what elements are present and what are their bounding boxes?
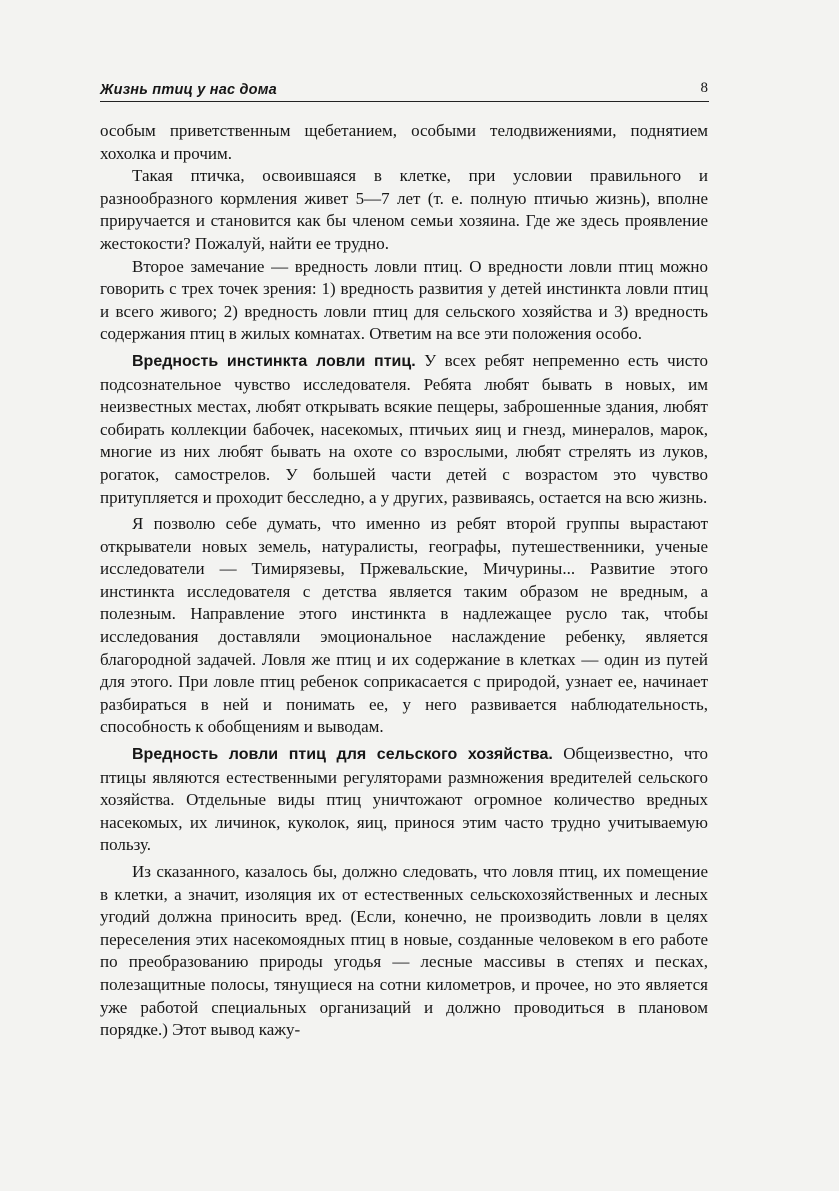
section-heading-instinct: Вредность инстинкта ловли птиц. (132, 352, 416, 370)
body-text (100, 120, 708, 1042)
running-head (100, 80, 712, 100)
paragraph-6 (100, 743, 708, 857)
paragraph-4-text: У всех ребят непременно есть чисто подсознательное чувство исследователя. Ребята любят бывать в новых, им неизвестных местах, любят открывать всякие пещеры, заброшенные здания, любят собирать коллекции бабочек, насекомых, птичьих яиц и гнезд, минералов, марок, многие из них любят бывать на охоте со взрослыми, любят стрелять из луков, рогаток, самострелов. У большей части детей с возрастом это чувство притупляется и проходит бесследно, а у других, развиваясь, остается на всю жизнь. (100, 350, 709, 507)
paragraph-7: Из сказанного, казалось бы, должно следовать, что ловля птиц, их помещение в клетки, а значит, изоляция их от естественных сельскохозяйственных и лесных угодий должна приносить вред. (Если, конечно, не производить ловли в целях переселения этих насекомоядных птиц в новые, созданные человеком в его работе по преобразованию природы угодья — лесные массивы в степях и песках, полезащитные полосы, тянущиеся на сотни километров, и прочее, но это является уже работой специальных организаций и должно проводиться в плановом порядке.) Этот вывод кажу- (100, 862, 708, 1040)
paragraph-5: Я позволю себе думать, что именно из ребят второй группы вырастают открыватели новых земель, натуралисты, географы, путешественники, ученые исследователи — Тимирязевы, Пржевальские, Мичурины... Развитие этого инстинкта исследователя с детства является таким образом не вредным, а полезным. Направление этого инстинкта в надлежащее русло так, чтобы исследования доставляли эмоциональное наслаждение ребенку, является благородной задачей. Ловля же птиц и их содержание в клетках — один из путей для этого. При ловле птиц ребенок соприкасается с природой, узнает ее, начинает разбираться в ней и понимать ее, у него развивается наблюдательность, способность к обобщениям и выводам. (100, 514, 708, 737)
paragraph-1: особым приветственным щебетанием, особыми телодвижениями, поднятием хохолка и прочим. (100, 121, 708, 163)
page-number: 8 (700, 80, 708, 96)
paragraph-2: Такая птичка, освоившаяся в клетке, при условии правильного и разнообразного кормления живет 5—7 лет (т. е. полную птичью жизнь), вполне приручается и становится как бы членом семьи хозяина. Где же здесь проявление жестокости? Пожалуй, найти ее трудно. (100, 166, 708, 253)
paragraph-3: Второе замечание — вредность ловли птиц. О вредности ловли птиц можно говорить с трех точек зрения: 1) вредность развития у детей инстинкта ловли птиц и всего живого; 2) вредность ловли птиц для сельского хозяйства и 3) вредность содержания птиц в жилых комнатах. Ответим на все эти положения особо. (100, 256, 708, 344)
running-title: Жизнь птиц у нас дома (100, 82, 277, 98)
header-divider (100, 101, 709, 102)
paragraph-6-text: Общеизвестно, что птицы являются естественными регуляторами размножения вредителей сельского хозяйства. Отдельные виды птиц уничтожают огромное количество вредных насекомых, их личинок, куколок, яиц, принося этим часто трудно учитываемую пользу. (100, 744, 708, 855)
section-heading-agriculture: Вредность ловли птиц для сельского хозяйства. (132, 746, 553, 764)
paragraph-4 (100, 350, 708, 509)
